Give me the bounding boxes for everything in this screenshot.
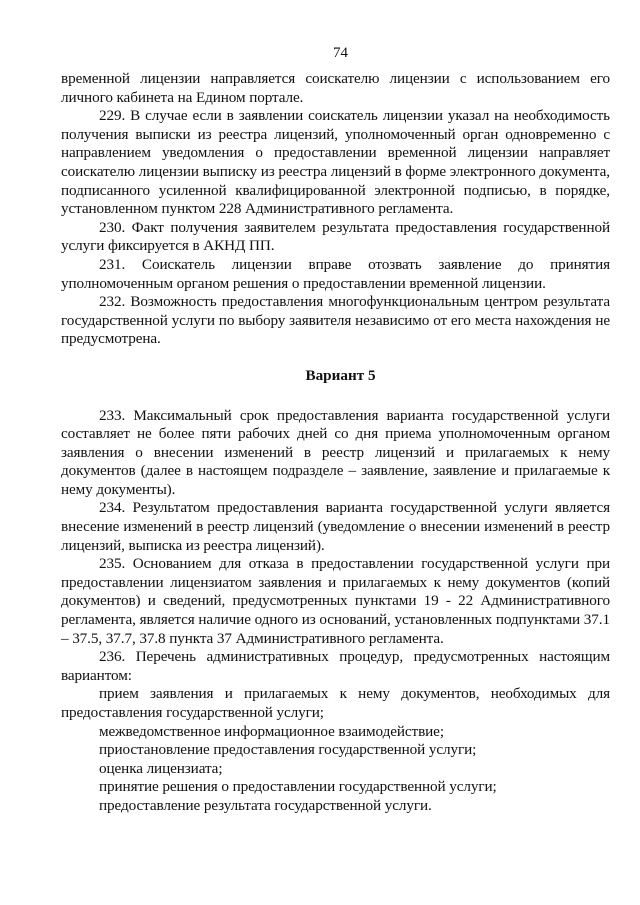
paragraph-235: 235. Основанием для отказа в предоставлении государственной услуги при предоставлении лицензиатом заявления и прилагаемых к нему документов (копий документов) и сведений, предусмотренных пунктами 19 - 22 Административного регламента, является наличие одного из оснований, установленных подпунктами 37.1 – 37.5, 37.7, 37.8 пункта 37 Административного регламента. (61, 555, 610, 647)
procedure-item: межведомственное информационное взаимодействие; (99, 722, 444, 740)
paragraph-231: 231. Соискатель лицензии вправе отозвать заявление до принятия уполномоченным органом решения о предоставлении временной лицензии. (61, 255, 610, 292)
paragraph-234: 234. Результатом предоставления варианта государственной услуги является внесение изменений в реестр лицензий (уведомление о внесении изменений в реестр лицензий, выписка из реестра лицензий). (61, 499, 610, 554)
paragraph-233: 233. Максимальный срок предоставления варианта государственной услуги составляет не более пяти рабочих дней со дня приема уполномоченным органом заявления о внесении изменений в реестр лицензий и прилагаемых к нему документов (далее в настоящем подразделе – заявление, заявление и прилагаемые к нему документы). (61, 406, 610, 498)
procedure-item: прием заявления и прилагаемых к нему документов, необходимых для предоставления государственной услуги; (61, 685, 610, 721)
paragraph-229: 229. В случае если в заявлении соискатель лицензии указал на необходимость получения выписки из реестра лицензий, уполномоченный орган одновременно с направлением уведомления о предоставлении временной лицензии направляет соискателю лицензии выписку из реестра лицензий в форме электронного документа, подписанного усиленной квалифицированной электронной подписью, в порядке, установленном пунктом 228 Административного регламента. (61, 107, 610, 218)
paragraph-230: 230. Факт получения заявителем результата предоставления государственной услуги фиксируется в АКНД ПП. (61, 218, 610, 255)
procedure-item: принятие решения о предоставлении государственной услуги; (99, 778, 497, 796)
procedure-item: предоставление результата государственной услуги. (99, 796, 432, 814)
section-heading: Вариант 5 (305, 366, 376, 384)
paragraph-232: 232. Возможность предоставления многофункциональным центром результата государственной услуги по выбору заявителя независимо от его места нахождения не предусмотрена. (61, 293, 610, 348)
procedure-item: приостановление предоставления государственной услуги; (99, 741, 477, 759)
procedure-item: оценка лицензиата; (99, 759, 223, 777)
paragraph-236: 236. Перечень административных процедур, предусмотренных настоящим вариантом: (61, 648, 610, 684)
paragraph-228-continuation: временной лицензии направляется соискателю лицензии с использованием его личного кабинета на Едином портале. (61, 70, 610, 106)
page-number: 74 (333, 45, 348, 61)
